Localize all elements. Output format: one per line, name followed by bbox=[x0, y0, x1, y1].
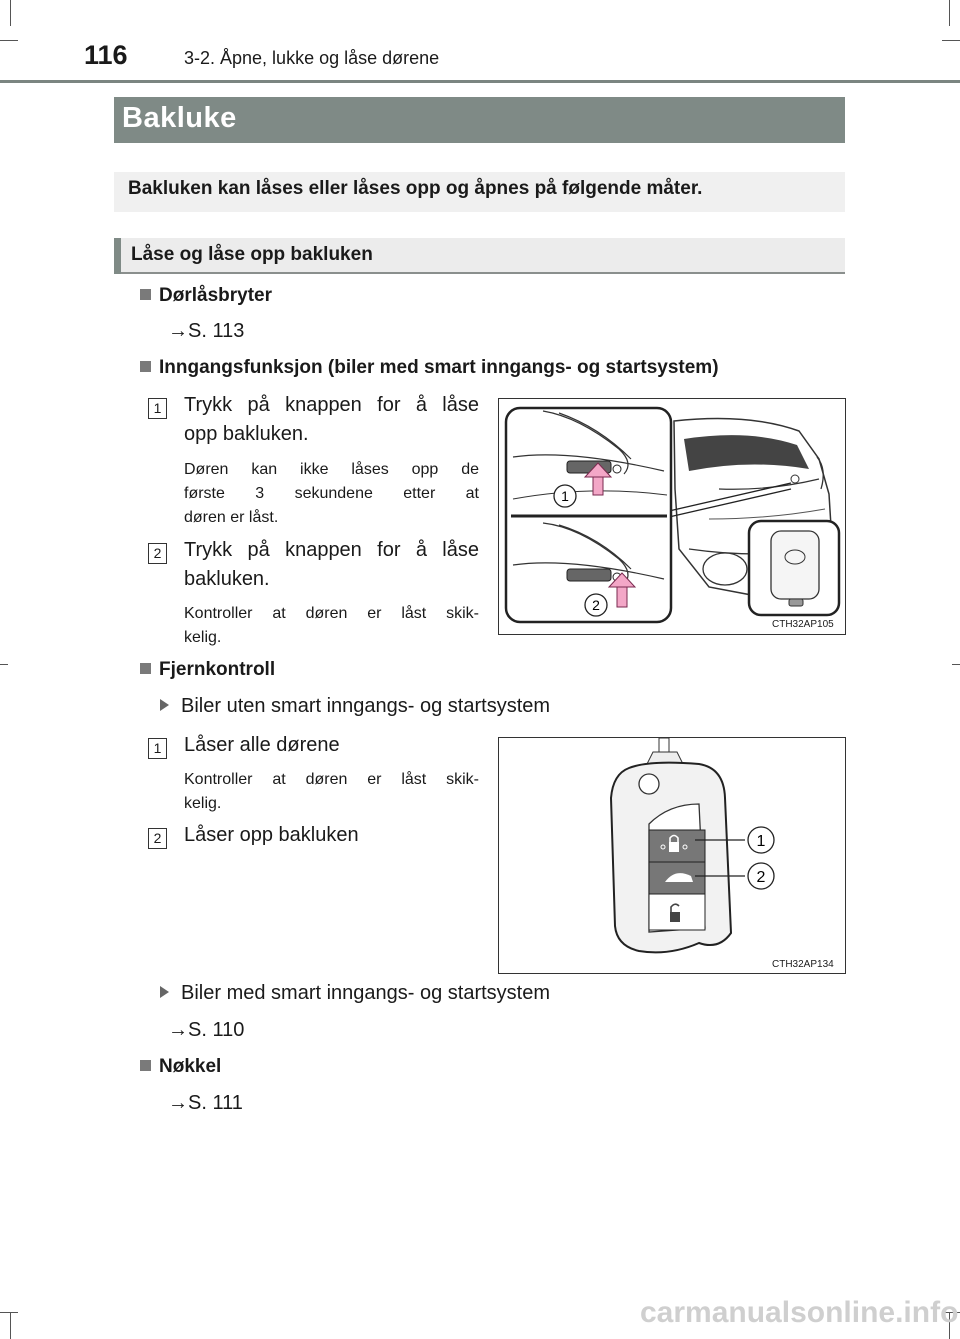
vehicle-variant: Biler med smart inngangs- og startsystem bbox=[160, 979, 550, 1008]
step-number: 2 bbox=[148, 828, 167, 849]
step-text: Trykk på knappen for å låse bakluken. bbox=[184, 539, 479, 590]
step-text: Trykk på knappen for å låse opp bakluken. bbox=[184, 394, 479, 445]
square-bullet-icon bbox=[140, 1060, 151, 1071]
remote-key-drawing bbox=[499, 738, 845, 973]
callout-2: 2 bbox=[592, 597, 600, 613]
square-bullet-icon bbox=[140, 289, 151, 300]
callout-2: 2 bbox=[756, 869, 766, 886]
heading-door-switch: Dørlåsbryter bbox=[140, 285, 272, 307]
figure-code: CTH32AP134 bbox=[772, 959, 834, 970]
callout-1: 1 bbox=[756, 833, 766, 850]
chapter-title: 3-2. Åpne, lukke og låse dørene bbox=[184, 48, 440, 68]
step-number: 1 bbox=[148, 398, 167, 419]
heading-entry-function: Inngangsfunksjon (biler med smart inngangs- og startsystem) bbox=[140, 357, 719, 379]
square-bullet-icon bbox=[140, 663, 151, 674]
step-note: Døren kan ikke låses opp de første 3 sekundene etter at døren er låst. bbox=[184, 461, 479, 526]
tailgate-illustration bbox=[498, 398, 846, 635]
page-number: 116 bbox=[84, 40, 128, 70]
vehicle-variant: Biler uten smart inngangs- og startsystem bbox=[160, 692, 550, 721]
crop-mark bbox=[0, 1312, 18, 1313]
step-number: 1 bbox=[148, 738, 167, 759]
step-number: 2 bbox=[148, 543, 167, 564]
step-text: Låser opp bakluken bbox=[184, 824, 359, 846]
subsection-title: Låse og låse opp bakluken bbox=[131, 244, 373, 265]
page-ref-link[interactable]: →S. 113 bbox=[168, 320, 245, 342]
callout-1: 1 bbox=[561, 488, 569, 504]
crop-mark bbox=[10, 0, 11, 26]
header-rule bbox=[0, 80, 960, 83]
subsection-accent bbox=[114, 238, 121, 274]
crop-mark bbox=[949, 0, 950, 26]
crop-mark bbox=[0, 664, 8, 665]
crop-mark bbox=[942, 40, 960, 41]
step-note: Kontroller at døren er låst skik- kelig. bbox=[184, 605, 479, 646]
watermark: carmanualsonline.info bbox=[640, 1296, 959, 1329]
tailgate-drawing bbox=[499, 399, 845, 634]
square-bullet-icon bbox=[140, 361, 151, 372]
intro-text: Bakluken kan låses eller låses opp og åpnes på følgende måter. bbox=[128, 178, 703, 199]
remote-key-illustration bbox=[498, 737, 846, 974]
section-title: Bakluke bbox=[122, 102, 237, 134]
figure-code: CTH32AP105 bbox=[772, 619, 834, 630]
crop-mark bbox=[0, 40, 18, 41]
step-text: Låser alle dørene bbox=[184, 734, 340, 756]
page-ref-link[interactable]: →S. 110 bbox=[168, 1019, 245, 1041]
crop-mark bbox=[10, 1313, 11, 1339]
page-ref-link[interactable]: →S. 111 bbox=[168, 1092, 243, 1114]
triangle-bullet-icon bbox=[160, 699, 169, 711]
triangle-bullet-icon bbox=[160, 986, 169, 998]
crop-mark bbox=[952, 664, 960, 665]
heading-key: Nøkkel bbox=[140, 1056, 221, 1078]
heading-remote: Fjernkontroll bbox=[140, 659, 275, 681]
step-note: Kontroller at døren er låst skik- kelig. bbox=[184, 771, 479, 812]
